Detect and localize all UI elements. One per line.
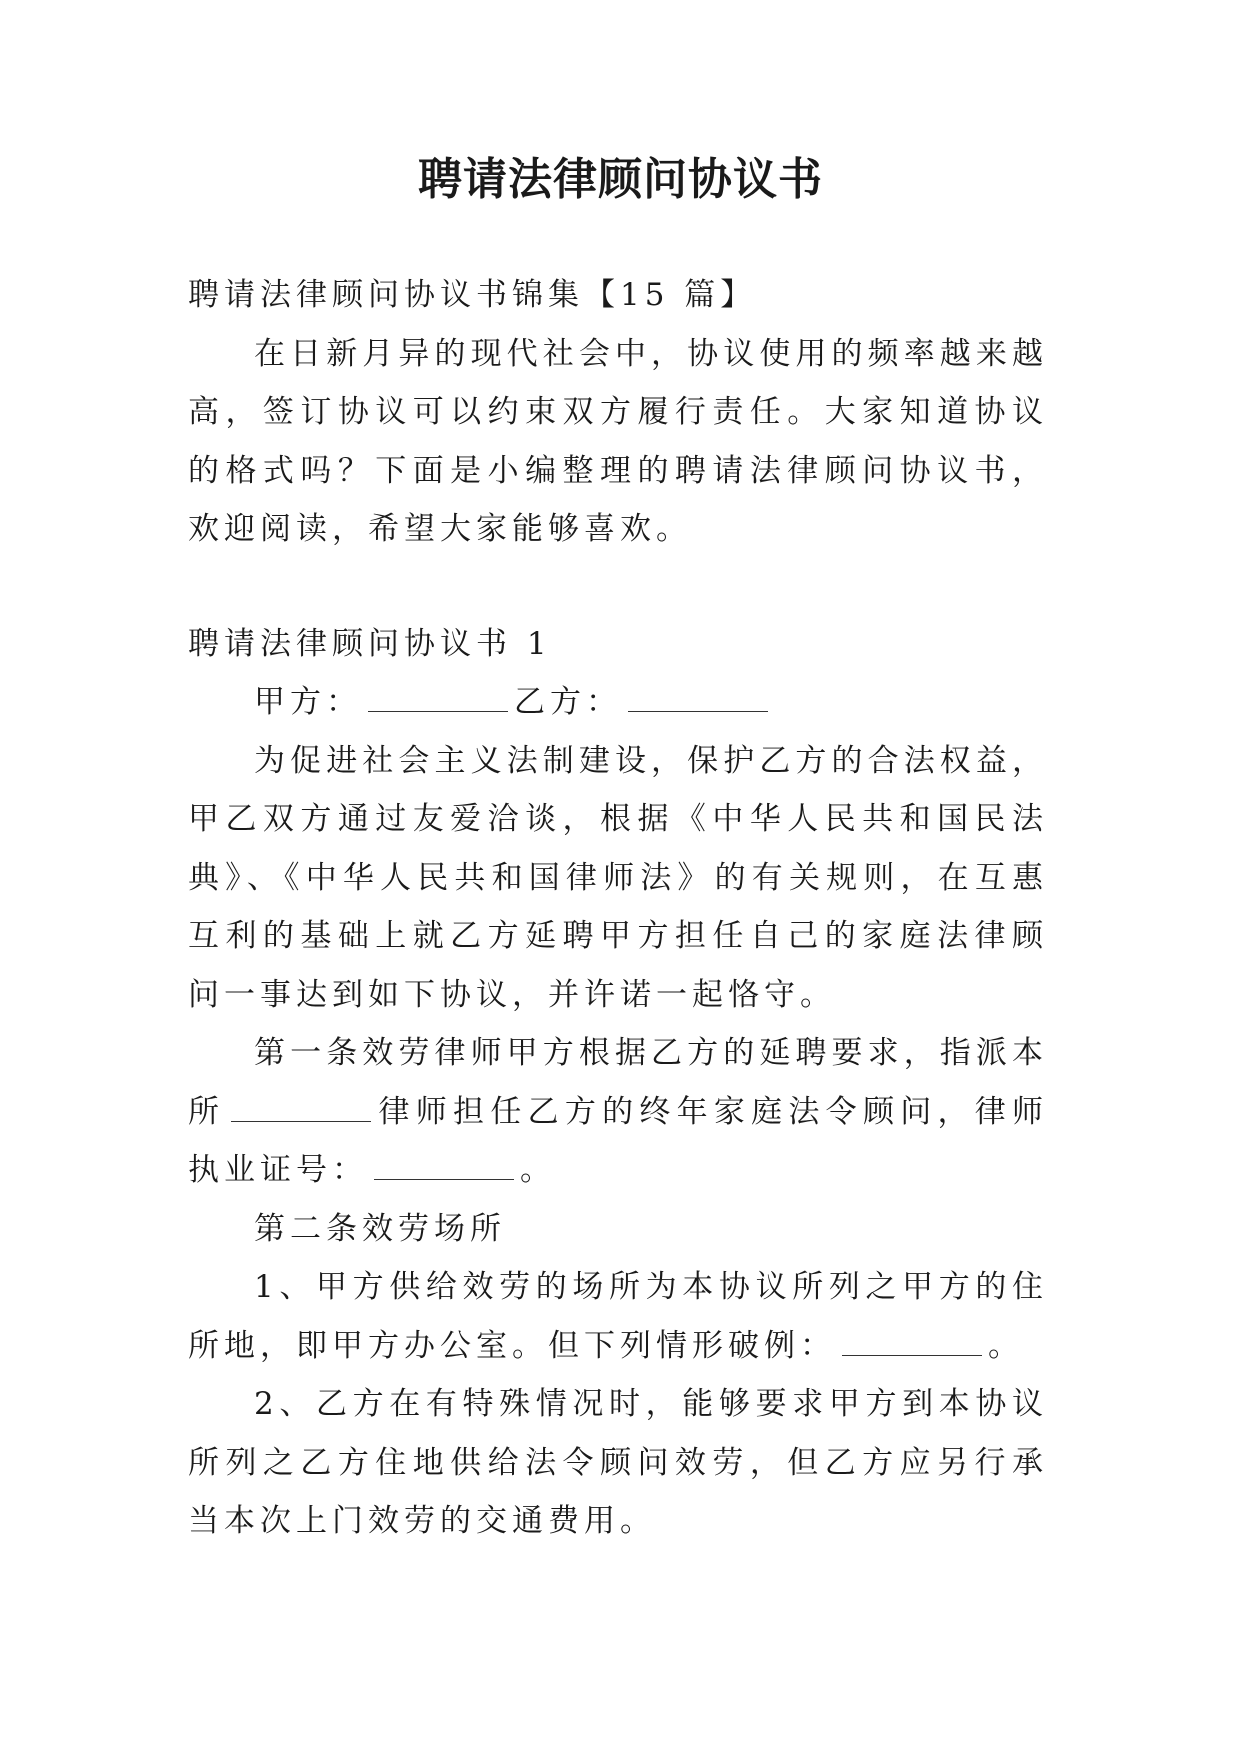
document-body [188, 266, 1048, 1551]
article-1-text-start: 第一条效劳律师甲方根据乙方的延聘要求，指派本所 [188, 1035, 1048, 1130]
party-a-blank [368, 687, 508, 712]
section-heading: 聘请法律顾问协议书 1 [188, 625, 552, 662]
article-2-item-2: 2、乙方在有特殊情况时，能够要求甲方到本协议所列之乙方住地供给法令顾问效劳，但乙方应另行承当本次上门效劳的交通费用。 [188, 1386, 1048, 1539]
item-1-end: 。 [988, 1327, 1024, 1364]
lawyer-name-blank [231, 1097, 371, 1122]
article-2-heading: 第二条效劳场所 [254, 1210, 506, 1247]
document-title: 聘请法律顾问协议书 [418, 154, 823, 205]
article-1-text-end: 。 [520, 1152, 556, 1188]
intro-paragraph: 在日新月异的现代社会中，协议使用的频率越来越高，签订协议可以约束双方履行责任。大家知道协议的格式吗？下面是小编整理的聘请法律顾问协议书，欢迎阅读，希望大家能够喜欢。 [188, 335, 1048, 547]
parties-line [188, 673, 1048, 732]
article-2-item-1 [188, 1258, 1048, 1375]
collection-heading: 聘请法律顾问协议书锦集【15 篇】 [188, 277, 757, 313]
item-1-text: 1、甲方供给效劳的场所为本协议所列之甲方的住所地，即甲方办公室。但下列情形破例： [188, 1269, 1048, 1364]
article-1-text-mid: 律师担任乙方的终年家庭法令顾问，律师执业证号： [188, 1093, 1049, 1188]
exception-blank [842, 1331, 982, 1356]
article-1-paragraph [188, 1024, 1048, 1200]
party-b-label: 乙方： [514, 684, 622, 720]
party-a-label: 甲方： [254, 684, 362, 720]
paragraph-gap [188, 559, 1048, 615]
license-number-blank [374, 1155, 514, 1180]
preamble-paragraph: 为促进社会主义法制建设，保护乙方的合法权益，甲乙双方通过友爱洽谈，根据《中华人民共和国民法典》、《中华人民共和国律师法》的有关规则，在互惠互利的基础上就乙方延聘甲方担任自己的家庭法律顾问一事达到如下协议，并许诺一起恪守。 [188, 742, 1048, 1013]
party-b-blank [628, 687, 768, 712]
